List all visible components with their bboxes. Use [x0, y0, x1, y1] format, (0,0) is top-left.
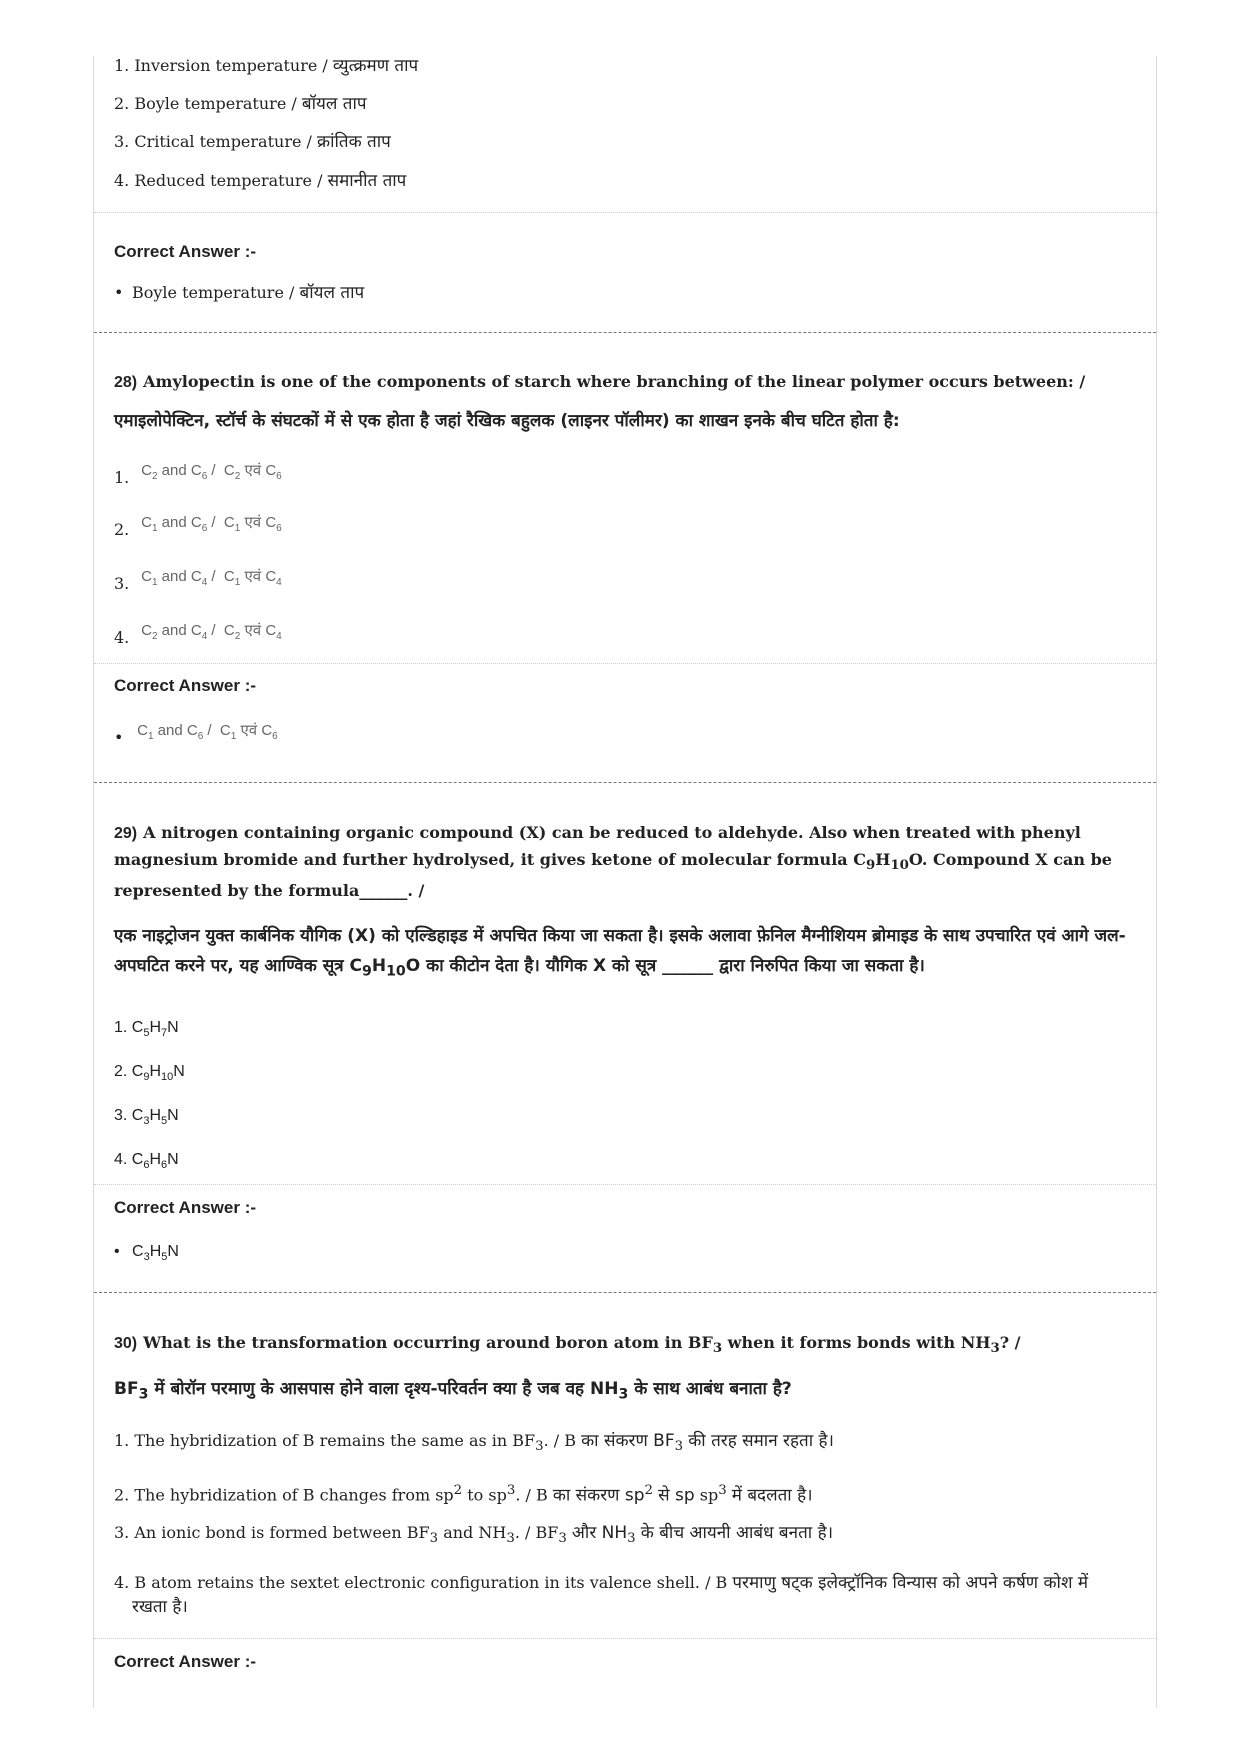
divider [94, 1184, 1156, 1185]
divider [94, 212, 1156, 213]
correct-answer-label: Correct Answer :- [114, 676, 257, 695]
question-30-hindi: $BF_3$ में बोरॉन परमाणु के आसपास होने वाला दृश्य-परिवर्तन क्या है जब वह $NH_3$ के साथ आबंध बनाता है? [114, 1379, 792, 1403]
question-30-english: 30) What is the transformation occurring around boron atom in $BF_3$ when it forms bonds with $NH_3$? / [114, 1333, 1021, 1357]
option-1: 1. Inversion temperature / व्युत्क्रमण ताप [114, 56, 419, 76]
question-divider [94, 782, 1156, 783]
q30-option-2: 2. The hybridization of B changes from $sp^2$ to $sp^3$. / B का संकरण $sp^2$ से sp $sp^3$ में बदलता है। [114, 1483, 813, 1506]
q28-option-1: 1. $C_2$ and $C_6 / C_2$ एवं $C_6$ [114, 462, 282, 487]
q29-option-4: 4. $C_6H_6N$ [114, 1151, 179, 1172]
divider [94, 663, 1156, 664]
q29-option-3: 3. $C_3H_5N$ [114, 1107, 179, 1128]
correct-answer: • $C_1$ and $C_6 / C_1$ एवं $C_6$ [114, 722, 278, 747]
question-28-english: 28) Amylopectin is one of the components of starch where branching of the linear polymer occurs between: / [114, 372, 1086, 391]
correct-answer-label: Correct Answer :- [114, 1652, 257, 1671]
q28-option-4: 4. $C_2$ and $C_4 / C_2$ एवं $C_4$ [114, 622, 282, 647]
q29-option-2: 2. $C_9H_{10}N$ [114, 1063, 185, 1084]
q30-option-3: 3. An ionic bond is formed between $BF_3$ and $NH_3$. / $BF_3$ और $NH_3$ के बीच आयनी आबंध बनता है। [114, 1523, 834, 1547]
formula-image: $C_1$ and $C_6 / C_1$ एवं $C_6$ [137, 722, 278, 742]
question-paper-page [93, 56, 1157, 1708]
question-28-hindi: एमाइलोपेक्टिन, स्टॉर्च के संघटकों में से एक होता है जहां रैखिक बहुलक (लाइनर पॉलीमर) का शाखन इनके बीच घटित होता है: [114, 411, 900, 431]
correct-answer: • Boyle temperature / बॉयल ताप [114, 283, 365, 303]
q28-option-2: 2. $C_1$ and $C_6 / C_1$ एवं $C_6$ [114, 514, 282, 539]
formula-image: $C_1$ and $C_4 / C_1$ एवं $C_4$ [141, 568, 282, 588]
formula-image: $C_2$ and $C_4 / C_2$ एवं $C_4$ [141, 622, 282, 642]
q28-option-3: 3. $C_1$ and $C_4 / C_1$ एवं $C_4$ [114, 568, 282, 593]
question-29-english: 29) A nitrogen containing organic compound (X) can be reduced to aldehyde. Also when treated with phenyl magnesium bromide and further hydrolysed, it gives ketone of molecular formula $C_9H_{10}O$. Compound X can be represented by the formula______. / [114, 823, 1112, 901]
option-3: 3. Critical temperature / क्रांतिक ताप [114, 132, 391, 152]
correct-answer-label: Correct Answer :- [114, 1198, 257, 1217]
option-2: 2. Boyle temperature / बॉयल ताप [114, 94, 367, 114]
q29-option-1: 1. $C_5H_7N$ [114, 1019, 179, 1040]
q30-option-4: 4. B atom retains the sextet electronic configuration in its valence shell. / B परमाणु षट्क इलेक्ट्रॉनिक विन्यास को अपने कर्षण कोश में रखता है। [114, 1573, 1089, 1617]
correct-answer-label: Correct Answer :- [114, 242, 257, 261]
option-4: 4. Reduced temperature / समानीत ताप [114, 171, 407, 191]
correct-answer: • $C_3H_5N$ [114, 1243, 179, 1264]
formula-image: $C_1$ and $C_6 / C_1$ एवं $C_6$ [141, 514, 282, 534]
divider [94, 1638, 1156, 1639]
question-29-hindi: एक नाइट्रोजन युक्त कार्बनिक यौगिक (X) को एल्डिहाइड में अपचित किया जा सकता है। इसके अलावा फ़ेनिल मैग्नीशियम ब्रोमाइड के साथ उपचारित एवं आगे जल-अपघटित करने पर, यह आण्विक सूत्र $C_9H_{10}O$ का कीटोन देता है। यौगिक X को सूत्र ______ द्वारा निरुपित किया जा सकता है। [114, 926, 1126, 980]
formula-image: $C_2$ and $C_6 / C_2$ एवं $C_6$ [141, 462, 282, 482]
q30-option-1: 1. The hybridization of B remains the same as in $BF_3$. / B का संकरण $BF_3$ की तरह समान रहता है। [114, 1431, 834, 1455]
question-divider [94, 1292, 1156, 1293]
question-divider [94, 332, 1156, 333]
